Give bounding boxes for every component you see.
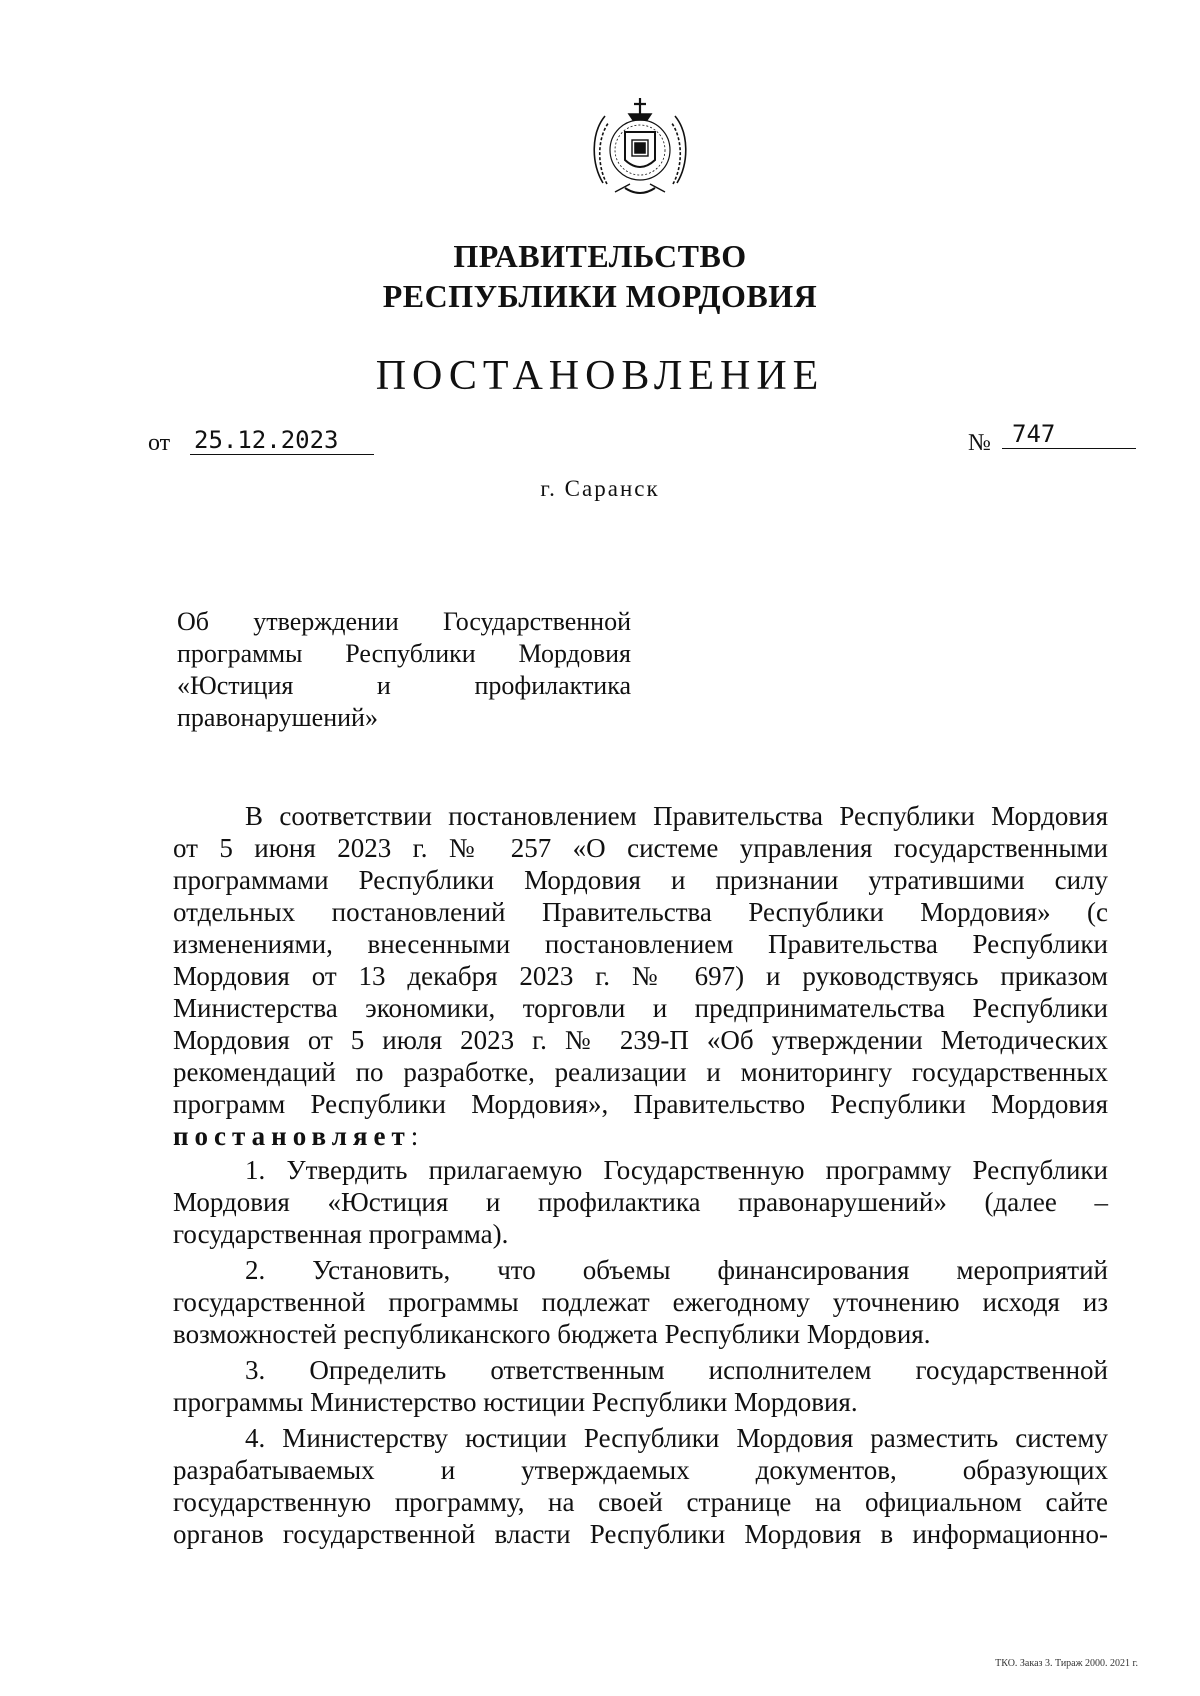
body-line: от 5 июня 2023 г. № 257 «О системе управления государственными — [173, 833, 1108, 863]
date-prefix: от — [148, 430, 171, 456]
body-line: программами Республики Мордовия и признании утратившими силу — [173, 865, 1108, 895]
body-line: программ Республики Мордовия», Правительство Республики Мордовия — [173, 1089, 1108, 1119]
body-line: возможностей республиканского бюджета Республики Мордовия. — [173, 1319, 931, 1349]
city-of-issue: г. Саранск — [540, 476, 660, 501]
body-line-resolves — [173, 1120, 1108, 1152]
organization-name-line1: ПРАВИТЕЛЬСТВО — [453, 238, 747, 274]
subject-line: программы Республики Мордовия — [177, 639, 631, 668]
body-line: 1. Утвердить прилагаемую Государственную программу Республики — [245, 1155, 1108, 1185]
organization-name-line2: РЕСПУБЛИКИ МОРДОВИЯ — [382, 278, 818, 314]
print-run-note: ТКО. Заказ 3. Тираж 2000. 2021 г. — [995, 1658, 1138, 1669]
number-sign: № — [968, 430, 991, 456]
body-line: Мордовия «Юстиция и профилактика правонарушений» (далее – — [173, 1187, 1108, 1217]
body-line: Министерства экономики, торговли и предпринимательства Республики — [173, 993, 1108, 1023]
document-type-title: ПОСТАНОВЛЕНИЕ — [375, 353, 825, 399]
body-line: программы Министерство юстиции Республики Мордовия. — [173, 1387, 858, 1417]
document-date: 25.12.2023 — [190, 426, 374, 455]
body-line: 2. Установить, что объемы финансирования мероприятий — [245, 1255, 1108, 1285]
coat-of-arms-icon — [585, 88, 695, 208]
body-line: изменениями, внесенными постановлением Правительства Республики — [173, 929, 1108, 959]
body-line: отдельных постановлений Правительства Республики Мордовия» (с — [173, 897, 1108, 927]
body-line: рекомендаций по разработке, реализации и мониторингу государственных — [173, 1057, 1108, 1087]
document-number: 747 — [1002, 420, 1136, 449]
subject-line: Об утверждении Государственной — [177, 607, 631, 636]
resolves-keyword: постановляет — [173, 1121, 411, 1151]
body-line: разрабатываемых и утверждаемых документов, образующих — [173, 1455, 1108, 1485]
body-line: государственная программа). — [173, 1219, 509, 1249]
body-line: 4. Министерству юстиции Республики Мордовия разместить систему — [245, 1423, 1108, 1453]
body-line: Мордовия от 5 июля 2023 г. № 239-П «Об утверждении Методических — [173, 1025, 1108, 1055]
subject-line: правонарушений» — [177, 703, 378, 732]
body-line: государственную программу, на своей странице на официальном сайте — [173, 1487, 1108, 1517]
body-line: 3. Определить ответственным исполнителем государственной — [245, 1355, 1108, 1385]
body-line: органов государственной власти Республики Мордовия в информационно- — [173, 1519, 1108, 1549]
body-line: государственной программы подлежат ежегодному уточнению исходя из — [173, 1287, 1108, 1317]
resolves-colon: : — [410, 1121, 419, 1151]
subject-line: «Юстиция и профилактика — [177, 671, 631, 700]
body-line: В соответствии постановлением Правительства Республики Мордовия — [245, 801, 1108, 831]
body-line: Мордовия от 13 декабря 2023 г. № 697) и руководствуясь приказом — [173, 961, 1108, 991]
